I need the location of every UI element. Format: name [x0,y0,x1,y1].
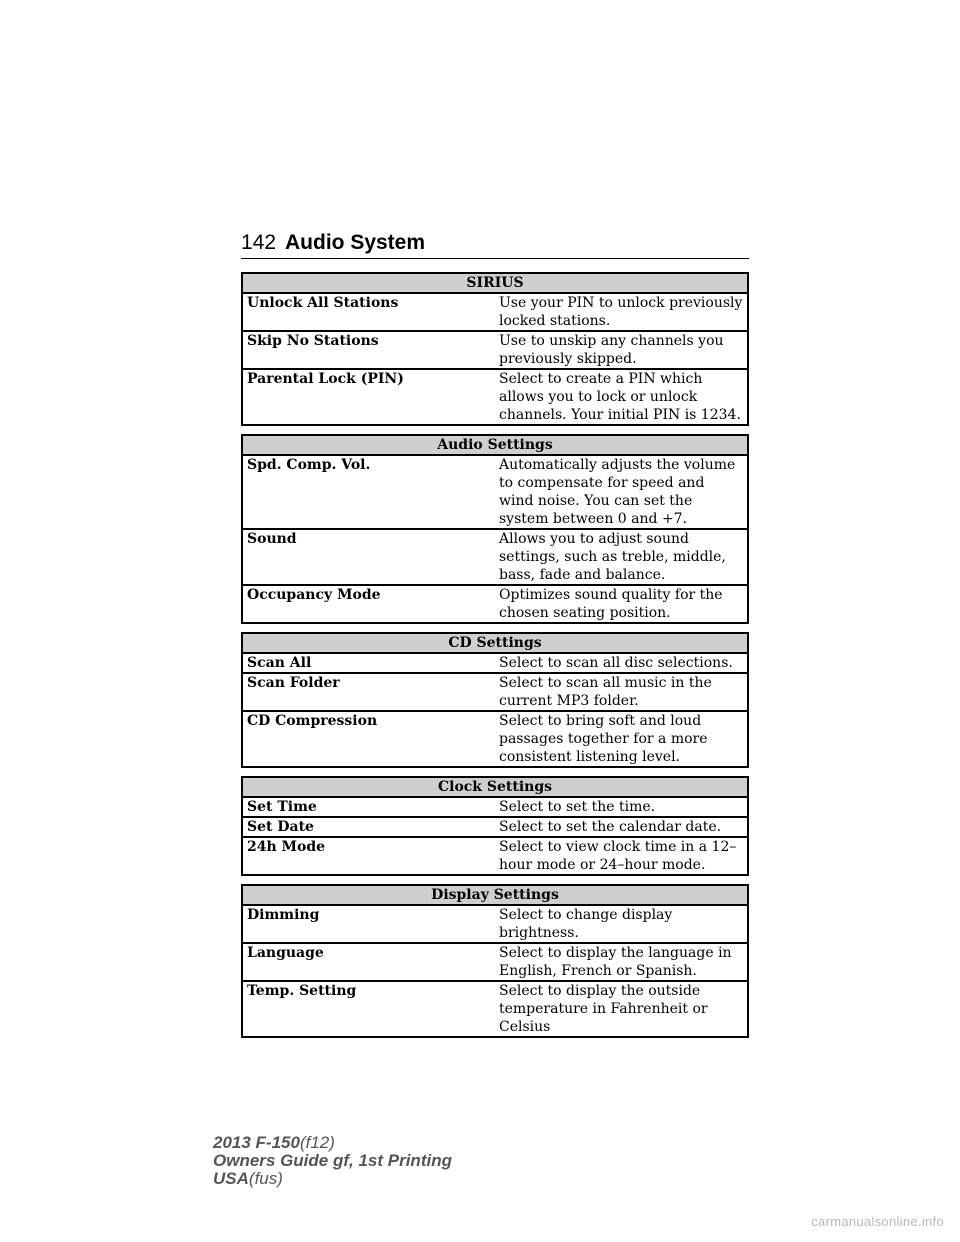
table-row [242,673,748,711]
setting-description: Select to bring soft and loud passages together for a more consistent listening level. [495,711,748,767]
setting-description: Select to view clock time in a 12–hour mode or 24–hour mode. [495,837,748,875]
setting-description: Select to set the calendar date. [495,817,748,837]
table-row [242,293,748,331]
watermark: carmanualsonline.info [811,1214,944,1229]
setting-name: Dimming [242,905,495,943]
table-row [242,905,748,943]
table-row [242,837,748,875]
setting-name: Language [242,943,495,981]
table-title: SIRIUS [242,273,748,293]
table-row [242,455,748,529]
table-row [242,331,748,369]
footer-model: 2013 F-150 [213,1133,300,1152]
table-row [242,711,748,767]
table-row [242,797,748,817]
setting-name: Sound [242,529,495,585]
footer-line-model [213,1134,452,1152]
setting-description: Select to scan all disc selections. [495,653,748,673]
setting-description: Select to create a PIN which allows you to lock or unlock channels. Your initial PIN is 1234. [495,369,748,425]
table-title: CD Settings [242,633,748,653]
setting-description: Optimizes sound quality for the chosen seating position. [495,585,748,623]
table-title: Audio Settings [242,435,748,455]
setting-name: Skip No Stations [242,331,495,369]
setting-name: Temp. Setting [242,981,495,1037]
setting-description: Automatically adjusts the volume to compensate for speed and wind noise. You can set the system between 0 and +7. [495,455,748,529]
clock-settings-table [241,776,749,876]
setting-name: Unlock All Stations [242,293,495,331]
footer-guide: Owners Guide gf, 1st Printing [213,1151,452,1170]
setting-name: 24h Mode [242,837,495,875]
table-row [242,585,748,623]
setting-name: Set Date [242,817,495,837]
audio-settings-table [241,434,749,624]
footer-model-code: (f12) [299,1133,335,1152]
setting-description: Select to display the outside temperature in Fahrenheit or Celsius [495,981,748,1037]
table-row [242,653,748,673]
section-title: Audio System [285,231,426,254]
setting-description: Select to change display brightness. [495,905,748,943]
page-number: 142 [241,231,277,254]
setting-name: Scan All [242,653,495,673]
table-row [242,529,748,585]
display-settings-table [241,884,749,1038]
table-row [242,981,748,1037]
setting-name: Parental Lock (PIN) [242,369,495,425]
table-title: Display Settings [242,885,748,905]
setting-description: Select to scan all music in the current MP3 folder. [495,673,748,711]
setting-name: Scan Folder [242,673,495,711]
setting-description: Select to display the language in English, French or Spanish. [495,943,748,981]
setting-description: Use to unskip any channels you previously skipped. [495,331,748,369]
setting-name: Occupancy Mode [242,585,495,623]
setting-name: Spd. Comp. Vol. [242,455,495,529]
footer-line-guide [213,1152,452,1170]
setting-name: CD Compression [242,711,495,767]
table-row [242,369,748,425]
table-row [242,817,748,837]
setting-name: Set Time [242,797,495,817]
table-row [242,943,748,981]
settings-tables [241,272,749,1046]
setting-description: Use your PIN to unlock previously locked stations. [495,293,748,331]
page-header [241,229,749,259]
setting-description: Select to set the time. [495,797,748,817]
footer-market-code: (fus) [248,1169,283,1188]
setting-description: Allows you to adjust sound settings, such as treble, middle, bass, fade and balance. [495,529,748,585]
footer-line-market [213,1170,452,1188]
footer-market: USA [213,1169,249,1188]
cd-settings-table [241,632,749,768]
sirius-table [241,272,749,426]
table-title: Clock Settings [242,777,748,797]
header-divider [241,258,749,259]
document-footer [213,1134,452,1188]
